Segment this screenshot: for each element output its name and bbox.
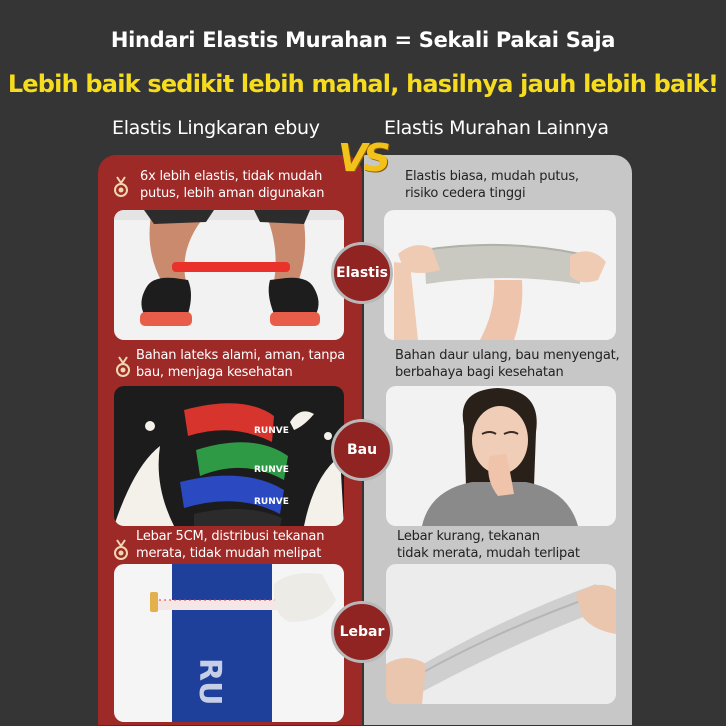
label-bau: Bau <box>331 419 393 481</box>
cheap-lebar-line-2: tidak merata, mudah terlipat <box>397 546 580 561</box>
legs-band-photo <box>114 210 344 340</box>
brand-mark: RUNVE <box>254 465 289 475</box>
vs-badge: VS <box>338 136 387 180</box>
latex-bands-photo <box>114 386 344 526</box>
brand-mark: RUNVE <box>254 497 289 507</box>
cheap-elastis-text <box>405 168 579 202</box>
brand-mark: RUNVE <box>254 426 289 436</box>
cheap-elastis-line-1: Elastis biasa, mudah putus, <box>405 169 579 184</box>
band-print: RU <box>192 658 227 706</box>
ebuy-lebar-text <box>136 528 324 562</box>
headline: Hindari Elastis Murahan = Sekali Pakai Saja <box>110 28 616 52</box>
ebuy-bau-line-1: Bahan lateks alami, aman, tanpa <box>136 348 346 363</box>
left-column-title: Elastis Lingkaran ebuy <box>112 117 320 139</box>
cheap-bau-text <box>395 347 619 381</box>
cheap-elastis-line-2: risiko cedera tinggi <box>405 186 526 201</box>
cheap-lebar-line-1: Lebar kurang, tekanan <box>397 529 540 544</box>
ebuy-elastis-text <box>140 168 324 202</box>
medal-icon <box>112 176 130 198</box>
ebuy-elastis-line-1: 6x lebih elastis, tidak mudah <box>140 169 323 184</box>
ebuy-elastis-line-2: putus, lebih aman digunakan <box>140 186 325 201</box>
label-elastis: Elastis <box>331 242 393 304</box>
subheadline: Lebih baik sedikit lebih mahal, hasilnya jauh lebih baik! <box>7 70 719 98</box>
cheap-bau-line-2: berbahaya bagi kesehatan <box>395 365 564 380</box>
ebuy-bau-text <box>136 347 345 381</box>
folded-band-photo <box>386 564 616 704</box>
cheap-lebar-text <box>397 528 580 562</box>
ebuy-bau-line-2: bau, menjaga kesehatan <box>136 365 293 380</box>
label-lebar: Lebar <box>331 601 393 663</box>
wide-band-measure-photo <box>114 564 344 722</box>
ebuy-lebar-line-1: Lebar 5CM, distribusi tekanan <box>136 529 325 544</box>
cheap-bau-line-1: Bahan daur ulang, bau menyengat, <box>395 348 620 363</box>
medal-icon <box>114 356 132 378</box>
right-column-title: Elastis Murahan Lainnya <box>384 117 609 139</box>
woman-bad-smell-photo <box>386 386 616 526</box>
medal-icon <box>112 539 130 561</box>
ebuy-lebar-line-2: merata, tidak mudah melipat <box>136 546 322 561</box>
stretched-band-photo <box>384 210 616 340</box>
